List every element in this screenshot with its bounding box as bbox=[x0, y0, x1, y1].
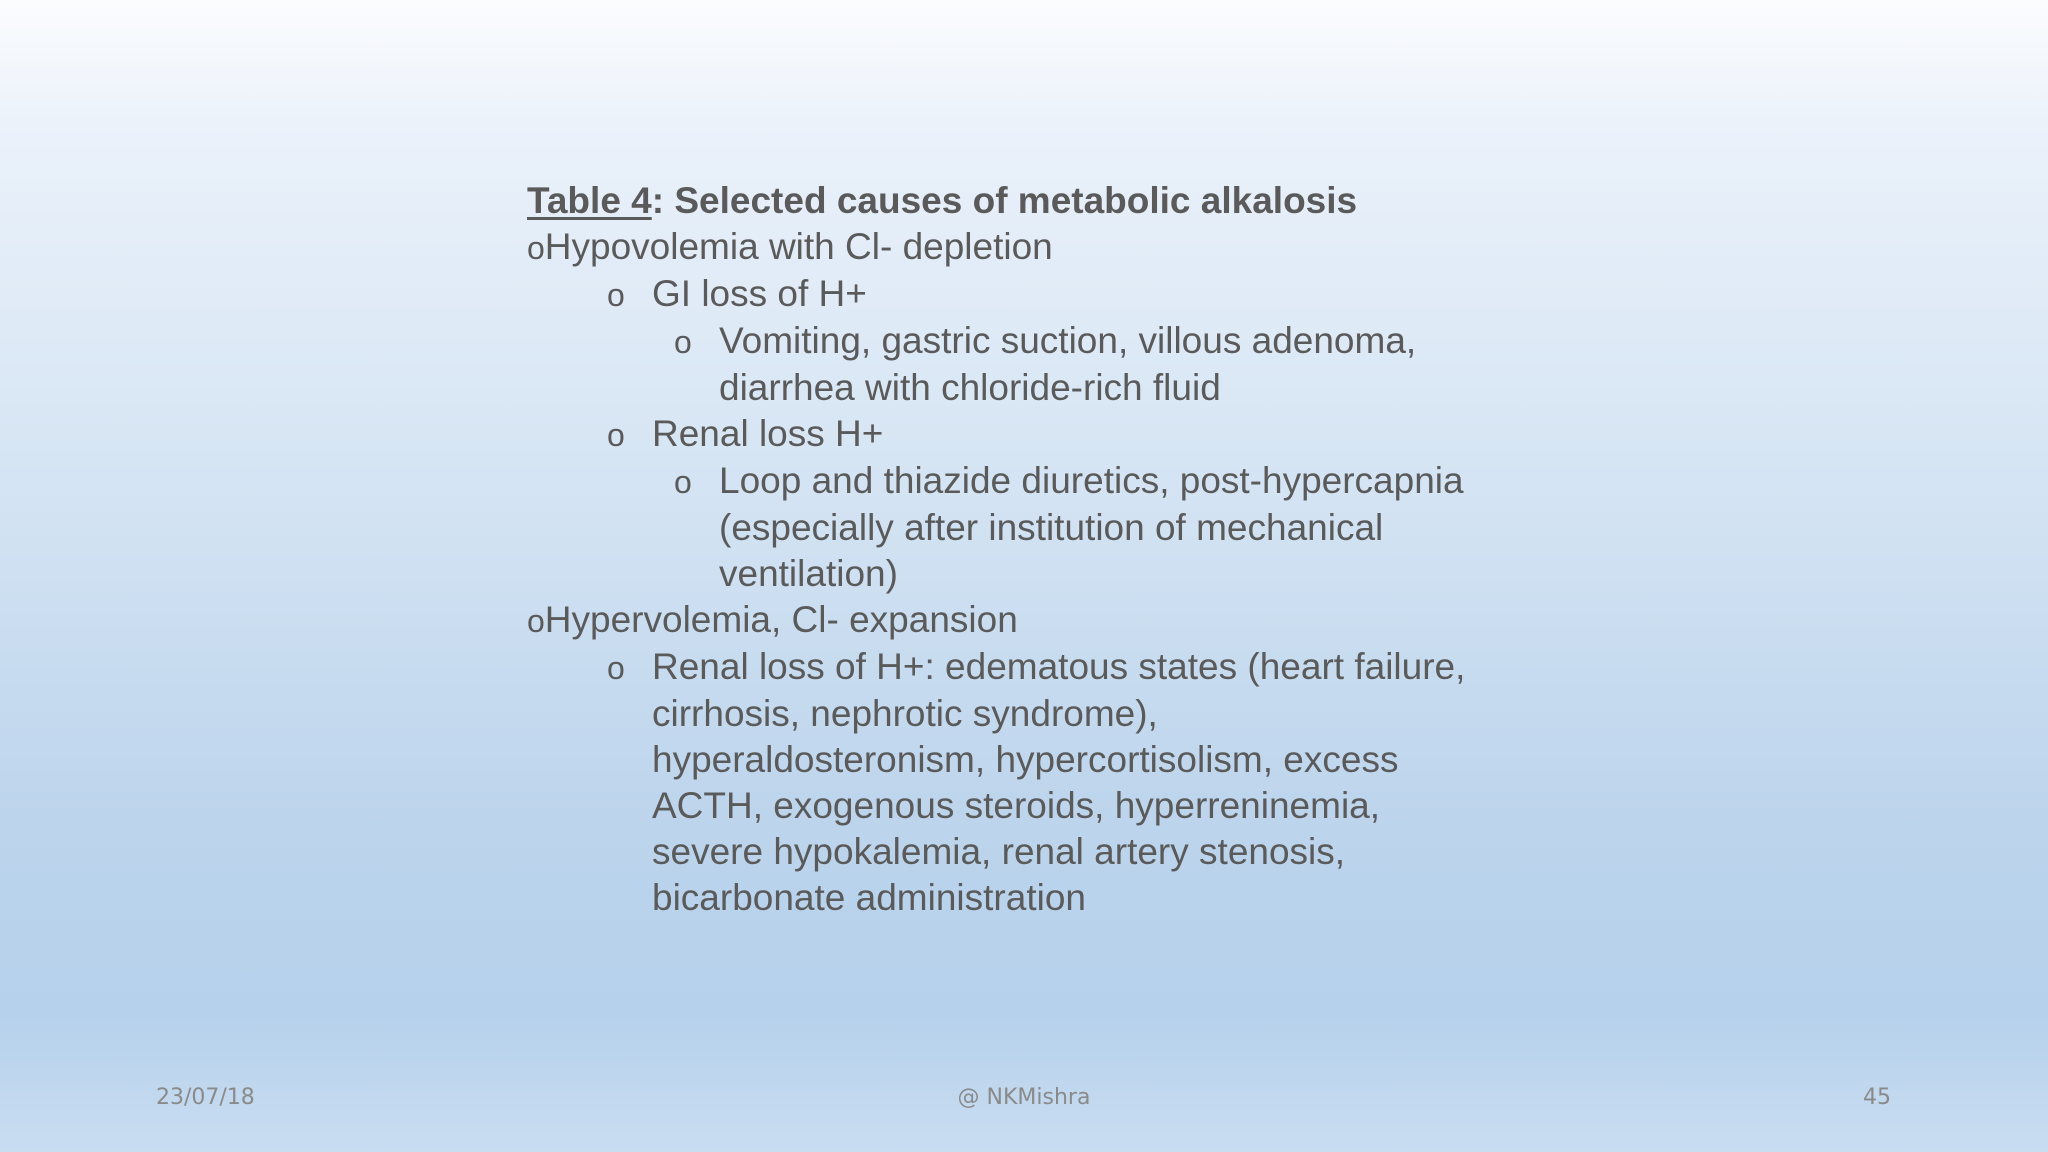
bullet-icon: o bbox=[527, 230, 545, 266]
table-title-label: Table 4 bbox=[527, 180, 652, 221]
footer-date: 23/07/18 bbox=[156, 1085, 255, 1110]
slide-body bbox=[527, 178, 1547, 921]
bullet-renal-loss: o Renal loss H+ bbox=[527, 411, 1547, 458]
bullet-hypovolemia: oHypovolemia with Cl- depletion bbox=[527, 224, 1547, 271]
table-title-text: : Selected causes of metabolic alkalosis bbox=[651, 180, 1358, 221]
bullet-renal-loss-edematous-cont-5: bicarbonate administration bbox=[652, 877, 1086, 918]
bullet-vomiting: o Vomiting, gastric suction, villous adenoma, bbox=[527, 318, 1547, 365]
bullet-icon: o bbox=[607, 417, 625, 453]
bullet-diuretics-cont-2: ventilation) bbox=[719, 553, 898, 594]
slide-number: 45 bbox=[1863, 1085, 1891, 1110]
bullet-renal-loss-edematous-cont-4: severe hypokalemia, renal artery stenosis, bbox=[652, 831, 1346, 872]
bullet-icon: o bbox=[607, 277, 625, 313]
bullet-renal-loss-edematous-cont-1: cirrhosis, nephrotic syndrome), bbox=[652, 693, 1158, 734]
bullet-gi-loss: o GI loss of H+ bbox=[527, 271, 1547, 318]
table-title bbox=[527, 178, 1547, 224]
bullet-diuretics: o Loop and thiazide diuretics, post-hypercapnia bbox=[527, 458, 1547, 505]
bullet-diuretics-cont-1: (especially after institution of mechanical bbox=[719, 507, 1384, 548]
bullet-renal-loss-edematous: o Renal loss of H+: edematous states (heart failure, bbox=[527, 644, 1547, 691]
bullet-icon: o bbox=[527, 603, 545, 639]
bullet-vomiting-cont: diarrhea with chloride-rich fluid bbox=[719, 367, 1221, 408]
bullet-renal-loss-edematous-cont-3: ACTH, exogenous steroids, hyperreninemia, bbox=[652, 785, 1381, 826]
bullet-renal-loss-edematous-cont-2: hyperaldosteronism, hypercortisolism, excess bbox=[652, 739, 1399, 780]
bullet-hypervolemia: oHypervolemia, Cl- expansion bbox=[527, 597, 1547, 644]
bullet-icon: o bbox=[607, 650, 625, 686]
bullet-icon: o bbox=[674, 324, 692, 360]
footer-author: @ NKMishra bbox=[957, 1085, 1091, 1110]
bullet-icon: o bbox=[674, 464, 692, 500]
